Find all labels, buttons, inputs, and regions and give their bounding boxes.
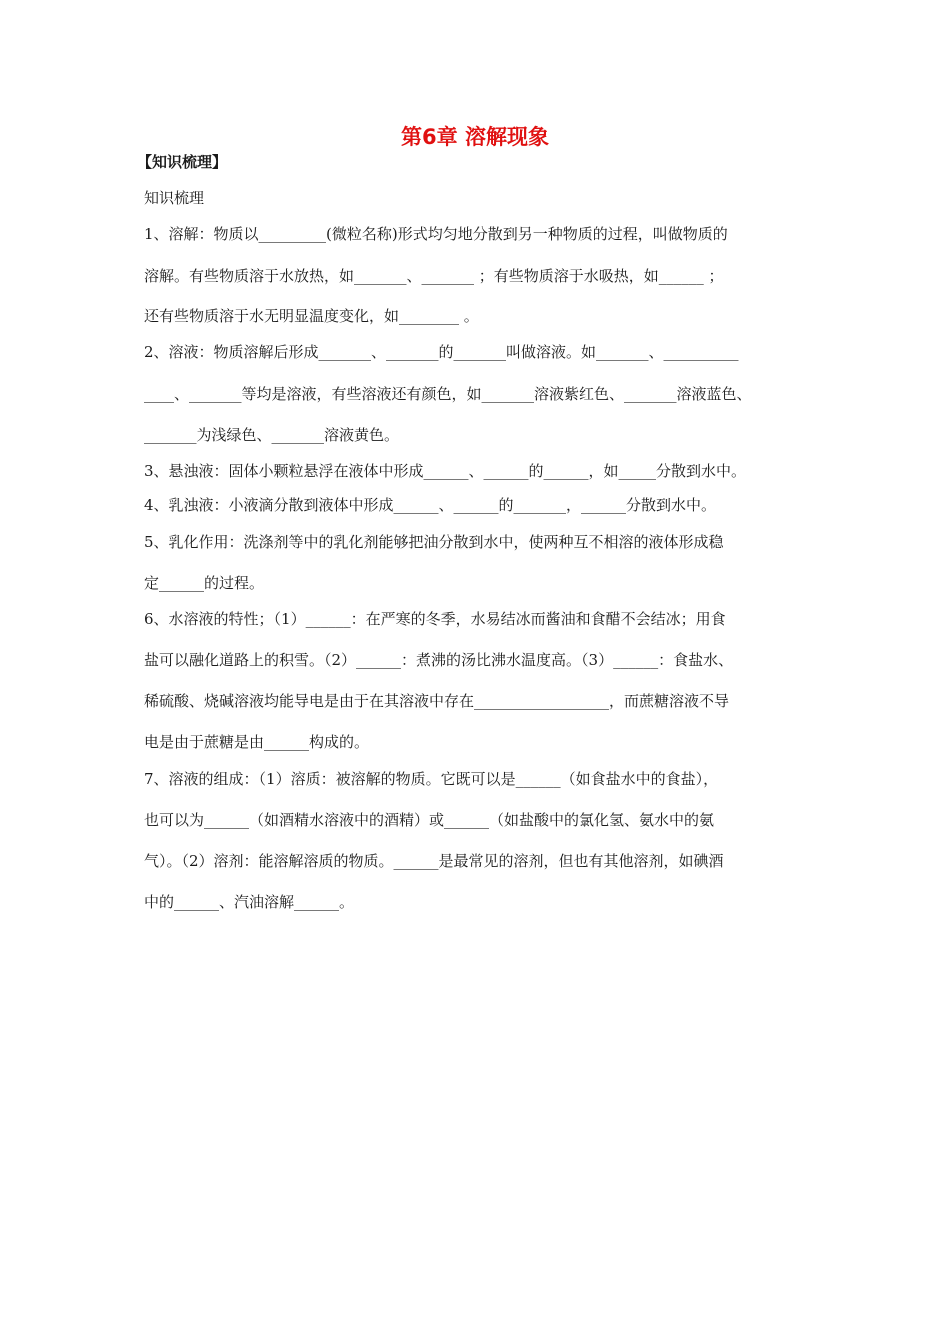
text-line: 定______的过程。 [144,574,265,592]
text-line: 稀硫酸、烧碱溶液均能导电是由于在其溶液中存在__________________，而蔗糖溶液不导 [144,692,730,710]
text-line: 溶解。有些物质溶于水放热，如_______、_______ ；有些物质溶于水吸热，如______ ； [144,267,724,285]
text-line: 电是由于蔗糖是由______构成的。 [144,733,370,751]
text-line: 1、溶解：物质以_________(微粒名称)形式均匀地分散到另一种物质的过程，叫做物质的 [144,225,728,243]
text-line: _______为浅绿色、_______溶液黄色。 [144,426,400,444]
text-line: 5、乳化作用：洗涤剂等中的乳化剂能够把油分散到水中，使两种互不相溶的液体形成稳 [144,533,724,551]
text-line: 7、溶液的组成：（1）溶质：被溶解的物质。它既可以是______（如食盐水中的食盐）， [144,770,719,788]
text-line: ____、_______等均是溶液，有些溶液还有颜色，如_______溶液紫红色、_______溶液蓝色、 [144,385,752,403]
text-line: 也可以为______（如酒精水溶液中的酒精）或______（如盐酸中的氯化氢、氨水中的氨 [144,811,715,829]
text-line: 还有些物质溶于水无明显温度变化，如________ 。 [144,307,479,325]
text-line: 6、水溶液的特性；（1）______：在严寒的冬季，水易结冰而酱油和食醋不会结冰；用食 [144,610,726,628]
text-line: 盐可以融化道路上的积雪。（2）______：煮沸的汤比沸水温度高。（3）______：食盐水、 [144,651,734,669]
text-line: 中的______、汽油溶解______。 [144,893,355,911]
text-line: 4、乳浊液：小液滴分散到液体中形成______、______的_______，______分散到水中。 [144,496,717,514]
text-line: 气）。（2）溶剂：能溶解溶质的物质。______是最常见的溶剂，但也有其他溶剂，如碘酒 [144,852,724,870]
page-title: 第6章 溶解现象 [401,125,549,149]
section-header: 【知识梳理】 [137,153,228,171]
text-line: 2、溶液：物质溶解后形成_______、_______的_______叫做溶液。如_______、__________ [144,343,739,361]
text-line: 3、悬浊液：固体小颗粒悬浮在液体中形成______、______的______，如_____分散到水中。 [144,462,747,480]
subheading: 知识梳理 [144,189,205,207]
